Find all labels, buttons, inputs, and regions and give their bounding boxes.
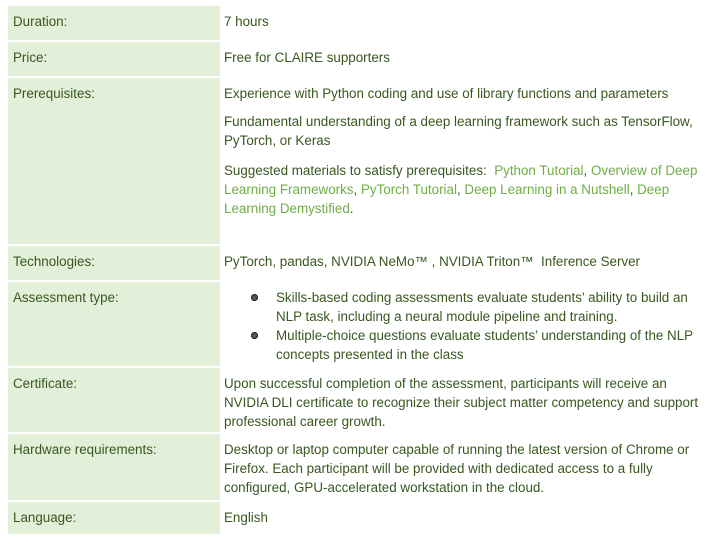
hardware-value: Desktop or laptop computer capable of running the latest version of Chrome or Firefox. Each participant will be provided with dedicated access to a fully configured, GPU-accelerated workstation in the cloud. bbox=[224, 442, 690, 495]
assessment-list bbox=[224, 288, 708, 364]
row-language bbox=[8, 502, 708, 534]
link-overview-frameworks[interactable]: Overview of Deep Learning Frameworks bbox=[224, 163, 698, 197]
prereq-python: Experience with Python coding and use of library functions and parameters bbox=[224, 86, 669, 101]
row-hardware bbox=[8, 434, 708, 500]
list-item: Skills-based coding assessments evaluate students’ ability to build an NLP task, including a neural module pipeline and training. bbox=[224, 288, 708, 326]
link-pytorch-tutorial[interactable]: PyTorch Tutorial bbox=[360, 182, 457, 197]
assessment-label: Assessment type: bbox=[8, 282, 220, 366]
bullet-icon bbox=[251, 294, 258, 301]
technologies-value: PyTorch, pandas, NVIDIA NeMo™ , NVIDIA Triton™ Inference Server bbox=[224, 254, 641, 269]
prerequisites-label: Prerequisites: bbox=[8, 78, 220, 244]
language-label: Language: bbox=[8, 502, 220, 534]
link-dl-demystified[interactable]: Deep Learning Demystified bbox=[224, 182, 670, 216]
hardware-label: Hardware requirements: bbox=[8, 434, 220, 500]
duration-label: Duration: bbox=[8, 6, 220, 40]
price-value: Free for CLAIRE supporters bbox=[224, 50, 390, 65]
prereq-suggested: Suggested materials to satisfy prerequisites: Python Tutorial, Overview of Deep Learning Frameworks, PyTorch Tutorial, Deep Learning in a Nutshell, Deep Learning Demystified. bbox=[224, 163, 698, 216]
duration-value: 7 hours bbox=[224, 14, 269, 29]
row-assessment bbox=[8, 282, 708, 366]
row-duration bbox=[8, 6, 708, 40]
link-python-tutorial[interactable]: Python Tutorial bbox=[494, 163, 584, 178]
row-price bbox=[8, 42, 708, 76]
list-item: Multiple-choice questions evaluate students’ understanding of the NLP concepts presented in the class bbox=[224, 326, 708, 364]
certificate-label: Certificate: bbox=[8, 368, 220, 432]
certificate-value: Upon successful completion of the assessment, participants will receive an NVIDIA DLI certificate to recognize their subject matter competency and support professional career growth. bbox=[224, 376, 699, 429]
row-certificate bbox=[8, 368, 708, 432]
row-prerequisites bbox=[8, 78, 708, 244]
technologies-label: Technologies: bbox=[8, 246, 220, 280]
prereq-framework: Fundamental understanding of a deep learning framework such as TensorFlow, PyTorch, or Keras bbox=[224, 114, 693, 148]
language-value: English bbox=[224, 510, 268, 525]
assessment-value bbox=[224, 282, 708, 364]
link-dl-nutshell[interactable]: Deep Learning in a Nutshell bbox=[464, 182, 630, 197]
price-label: Price: bbox=[8, 42, 220, 76]
row-technologies bbox=[8, 246, 708, 280]
prerequisites-value bbox=[224, 78, 708, 218]
bullet-icon bbox=[251, 332, 258, 339]
